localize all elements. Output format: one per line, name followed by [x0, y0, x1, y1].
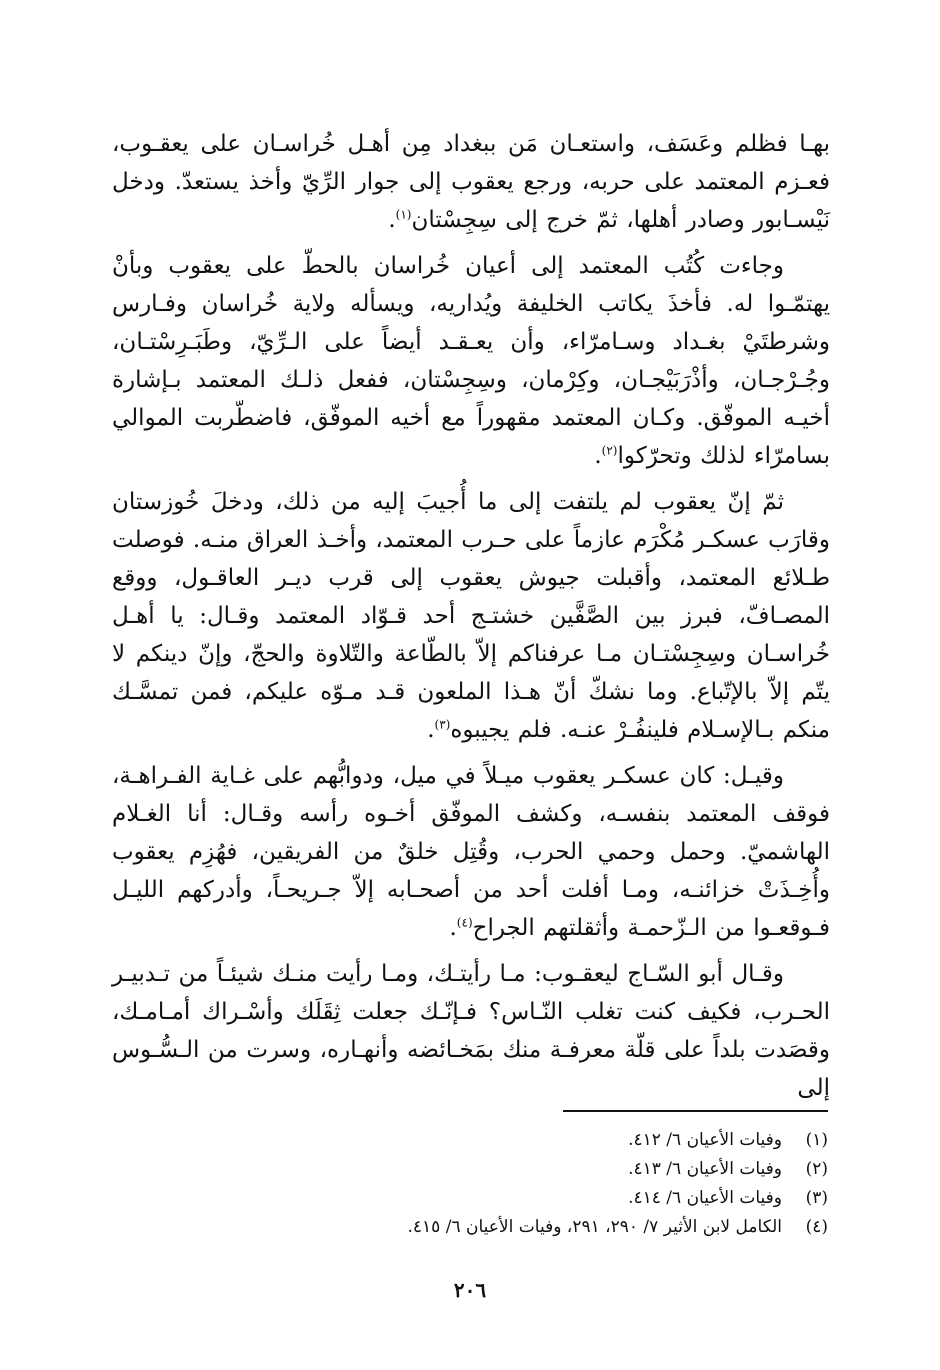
footnote-number: (٣): [805, 1188, 828, 1208]
footnote-number: (٤): [805, 1217, 828, 1237]
footnote-text: الكامل لابن الأثير ٧/ ٢٩٠، ٢٩١، وفيات الأعيان ٦/ ٤١٥.: [407, 1217, 782, 1237]
footnote-ref-4: (٤): [456, 915, 473, 930]
footnote-ref-2: (٢): [601, 443, 618, 458]
paragraph-5-text: وقـال أبو السّـاج ليعقـوب: مـا رأيتـك، ومـا رأيت منـك شيئـاً من تـدبيـر الحـرب، فكيف كنت تغلب النّـاس؟ فـإنّـك جعلت ثِقَلَك وأسْـراك أمـامـك، وقصَدت بلداً على قلّة معرفـة منك بمَخـائضه وأنهـاره، وسرت من الـسُّـوس إلى: [112, 961, 830, 1101]
paragraph-1: [112, 125, 830, 239]
footnote-ref-3: (٣): [434, 717, 451, 732]
footnote-2: [110, 1155, 828, 1184]
page-body: [112, 125, 830, 1115]
footnote-text: وفيات الأعيان ٦/ ٤١٢.: [628, 1130, 782, 1150]
footnote-1: [110, 1126, 828, 1155]
footnotes: [110, 1126, 828, 1242]
footnote-text: وفيات الأعيان ٦/ ٤١٣.: [628, 1159, 782, 1179]
paragraph-4-tail: .: [449, 915, 457, 941]
paragraph-3: [112, 483, 830, 749]
footnote-separator: [563, 1110, 828, 1112]
footnote-number: (١): [805, 1130, 828, 1150]
page-number: ٢٠٦: [453, 1278, 487, 1302]
footnote-3: [110, 1184, 828, 1213]
paragraph-2-text: وجاءت كُتُب المعتمد إلى أعيان خُراسان بالحطّ على يعقوب وبأنْ يهتمّـوا له. فأخذَ يكاتب الخليفة ويُداريه، ويسأله ولاية خُراسان وفـارس وشرطتَيْ بغـداد وسـامرّاء، وأن يعـقـد أيضاً على الـرِّيّ، وطَبَـرِسْتـان، وجُـرْجـان، وأذْرَبَيْجـان، وكِرْمان، وسِجِسْتان، ففعل ذلـك المعتمد بـإشارة أخيـه الموفّق. وكـان المعتمد مقهوراً مع أخيه الموفّق، فاضطّربت الموالي بسامرّاء لذلك وتحرّكوا: [112, 253, 830, 469]
paragraph-4-text: وقيـل: كان عسكـر يعقوب ميـلاً في ميل، ودوابُّهم على غـاية الفـراهـة، فوقف المعتمد بنفسـه، وكشف الموفّق أخـوه رأسه وقـال: أنا الغـلام الهاشميّ. وحمل وحمي الحرب، وقُتِل خلقٌ من الفريقين، فهُزِم يعقوب وأُخِـذَتْ خزائنـه، ومـا أفلت أحد من أصحـابه إلاّ جـريحـاً، وأدركهم الليـل فـوقعـوا من الـزّحمـة وأثقلتهم الجراح: [112, 763, 830, 941]
footnote-4: [110, 1213, 828, 1242]
footnote-ref-1: (١): [395, 207, 412, 222]
footnote-text: وفيات الأعيان ٦/ ٤١٤.: [628, 1188, 782, 1208]
paragraph-5: [112, 955, 830, 1107]
paragraph-3-text: ثمّ إنّ يعقوب لم يلتفت إلى ما أُجيبَ إليه من ذلك، ودخلَ خُوزستان وقارَب عسكـر مُكْرَم عازماً على حـرب المعتمد، وأخـذ العراق منـه. فوصلت طـلائع المعتمد، وأقبلت جيوش يعقوب إلى قرب ديـر العاقـول، ووقع المصـافّ، فبرز بين الصَّفَّين خشتـج أحد قـوّاد المعتمد وقـال: يا أهـل خُراسـان وسِجِسْتـان مـا عرفناكم إلاّ بالطّاعة والتّلاوة والحجّ، وإنّ دينكم لا يتّم إلاّ بالإتّباع. وما نشكّ أنّ هـذا الملعون قـد مـوّه عليكم، فمن تمسَّـك منكم بـالإسـلام فلينفُـرْ عنـه. فلم يجيبوه: [112, 489, 830, 743]
paragraph-3-tail: .: [427, 717, 435, 743]
paragraph-1-tail: .: [388, 207, 396, 233]
paragraph-2-tail: .: [594, 443, 602, 469]
footnote-number: (٢): [805, 1159, 828, 1179]
paragraph-2: [112, 247, 830, 475]
paragraph-1-text: بهـا فظلم وعَسَف، واستعـان مَن ببغداد مِن أهـل خُراسـان على يعقـوب، فعـزم المعتمد على حربه، ورجع يعقوب إلى جوار الرِّيّ وأخذ يستعدّ. ودخل نَيْسـابور وصادر أهلها، ثمّ خرج إلى سِجِسْتان: [112, 131, 830, 233]
paragraph-4: [112, 757, 830, 947]
